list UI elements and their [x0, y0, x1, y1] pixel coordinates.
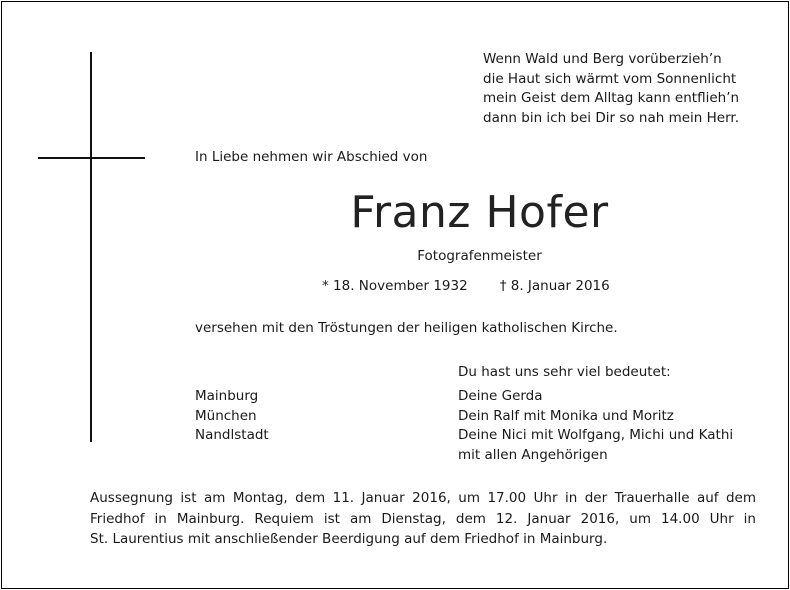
mourners-heading: Du hast uns sehr viel bedeutet: — [458, 364, 671, 380]
service-line: Aussegnung ist am Montag, dem 11. Januar 2016, um 17.00 Uhr in der Trauerhalle auf dem — [90, 490, 756, 506]
service-details — [90, 488, 756, 550]
place-item: Nandlstadt — [195, 427, 269, 443]
poem-line: mein Geist dem Alltag kann entflieh’n — [483, 90, 740, 106]
birth-date: * 18. November 1932 — [322, 278, 468, 294]
poem-line: dann bin ich bei Dir so nah mein Herr. — [483, 109, 740, 126]
poem — [483, 50, 773, 128]
family-list — [458, 387, 733, 465]
service-line: St. Laurentius mit anschließender Beerdigung auf dem Friedhof in Mainburg. — [90, 531, 608, 547]
service-line: Friedhof in Mainburg. Requiem ist am Dienstag, dem 12. Januar 2016, um 14.00 Uhr in — [90, 510, 756, 527]
family-item: mit allen Angehörigen — [458, 446, 608, 463]
place-item: München — [195, 407, 257, 424]
profession: Fotografenmeister — [417, 248, 542, 264]
family-item: Dein Ralf mit Monika und Moritz — [458, 407, 674, 424]
church-note: versehen mit den Tröstungen der heiligen katholischen Kirche. — [195, 320, 618, 336]
poem-line: die Haut sich wärmt vom Sonnenlicht — [483, 70, 737, 87]
poem-line: Wenn Wald und Berg vorüberzieh’n — [483, 51, 722, 67]
cross-horizontal-bar — [38, 157, 145, 159]
family-item: Deine Gerda — [458, 388, 543, 404]
cross-vertical-bar — [90, 52, 92, 442]
death-date: † 8. Januar 2016 — [499, 278, 610, 294]
obituary-notice — [1, 1, 789, 589]
life-dates — [322, 278, 610, 294]
family-item: Deine Nici mit Wolfgang, Michi und Kathi — [458, 427, 734, 443]
place-item: Mainburg — [195, 388, 259, 404]
places-list — [195, 387, 269, 446]
farewell-intro: In Liebe nehmen wir Abschied von — [195, 149, 428, 165]
deceased-name: Franz Hofer — [350, 187, 609, 238]
